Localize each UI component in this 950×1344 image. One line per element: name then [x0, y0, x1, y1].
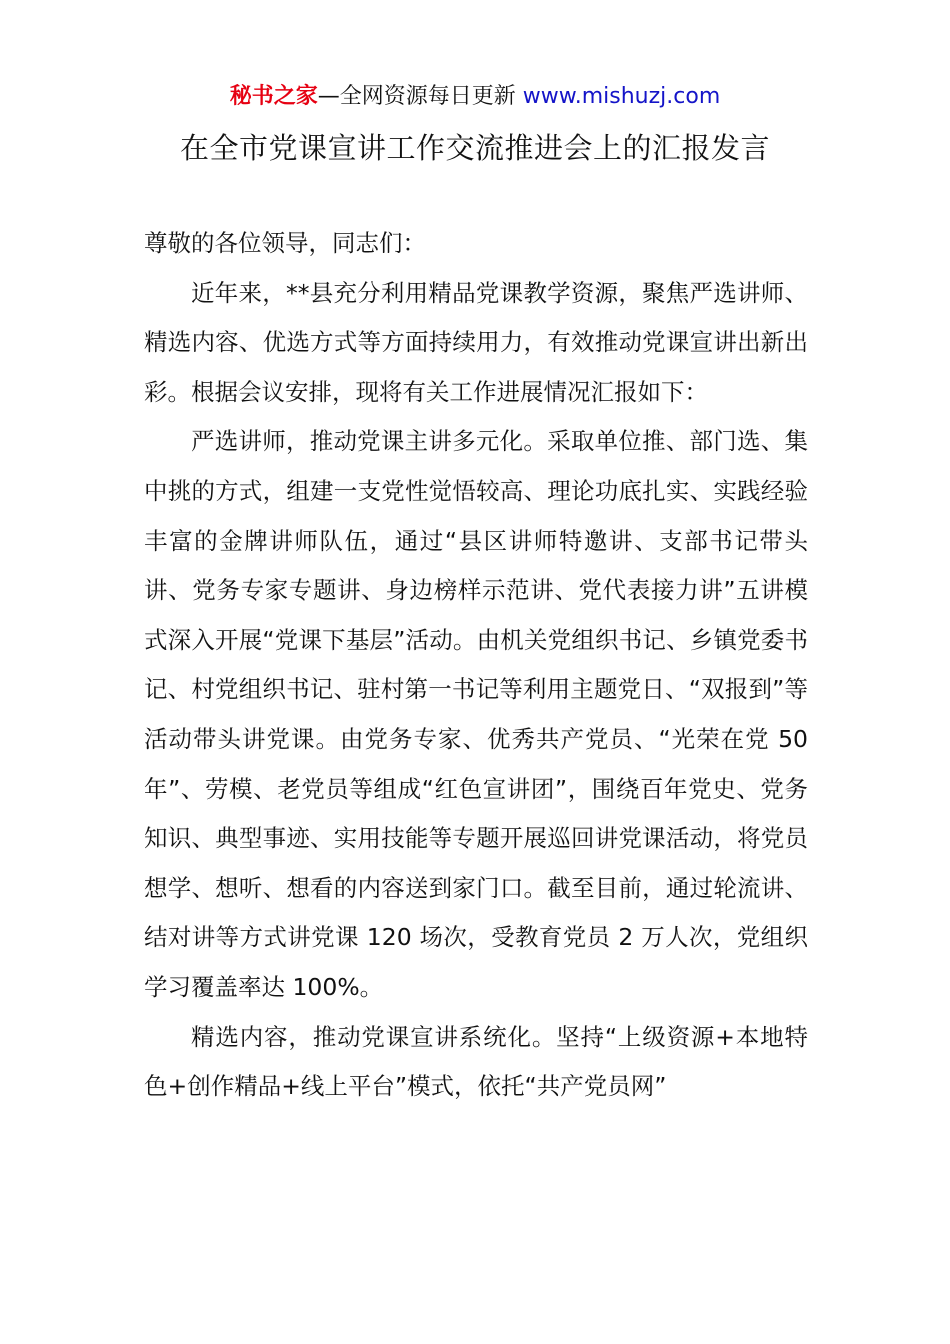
- paragraph-content: 精选内容，推动党课宣讲系统化。坚持“上级资源+本地特色+创作精品+线上平台”模式，依托“共产党员网”: [144, 1022, 808, 1101]
- document-title: 在全市党课宣讲工作交流推进会上的汇报发言: [179, 131, 770, 165]
- site-header: [0, 82, 950, 112]
- site-tagline: —全网资源每日更新: [317, 84, 523, 109]
- salutation: 尊敬的各位领导，同志们：: [144, 229, 426, 257]
- site-brand: 秘书之家: [229, 84, 318, 109]
- paragraph-lecturers: 严选讲师，推动党课主讲多元化。采取单位推、部门选、集中挑的方式，组建一支党性觉悟较高、理论功底扎实、实践经验丰富的金牌讲师队伍，通过“县区讲师特邀讲、支部书记带头讲、党务专家专题讲、身边榜样示范讲、党代表接力讲”五讲模式深入开展“党课下基层”活动。由机关党组织书记、乡镇党委书记、村党组织书记、驻村第一书记等利用主题党日、“双报到”等活动带头讲党课。由党务专家、优秀共产党员、“光荣在党 50 年”、劳模、老党员等组成“红色宣讲团”，围绕百年党史、党务知识、典型事迹、实用技能等专题开展巡回讲党课活动，将党员想学、想听、想看的内容送到家门口。截至目前，通过轮流讲、结对讲等方式讲党课 120 场次，受教育党员 2 万人次，党组织学习覆盖率达 100%。: [144, 427, 808, 1001]
- document-body: [144, 219, 808, 1112]
- site-url-link[interactable]: www.mishuzj.com: [522, 84, 721, 109]
- paragraph-intro: 近年来，**县充分利用精品党课教学资源，聚焦严选讲师、精选内容、优选方式等方面持续用力，有效推动党课宣讲出新出彩。根据会议安排，现将有关工作进展情况汇报如下：: [144, 278, 808, 406]
